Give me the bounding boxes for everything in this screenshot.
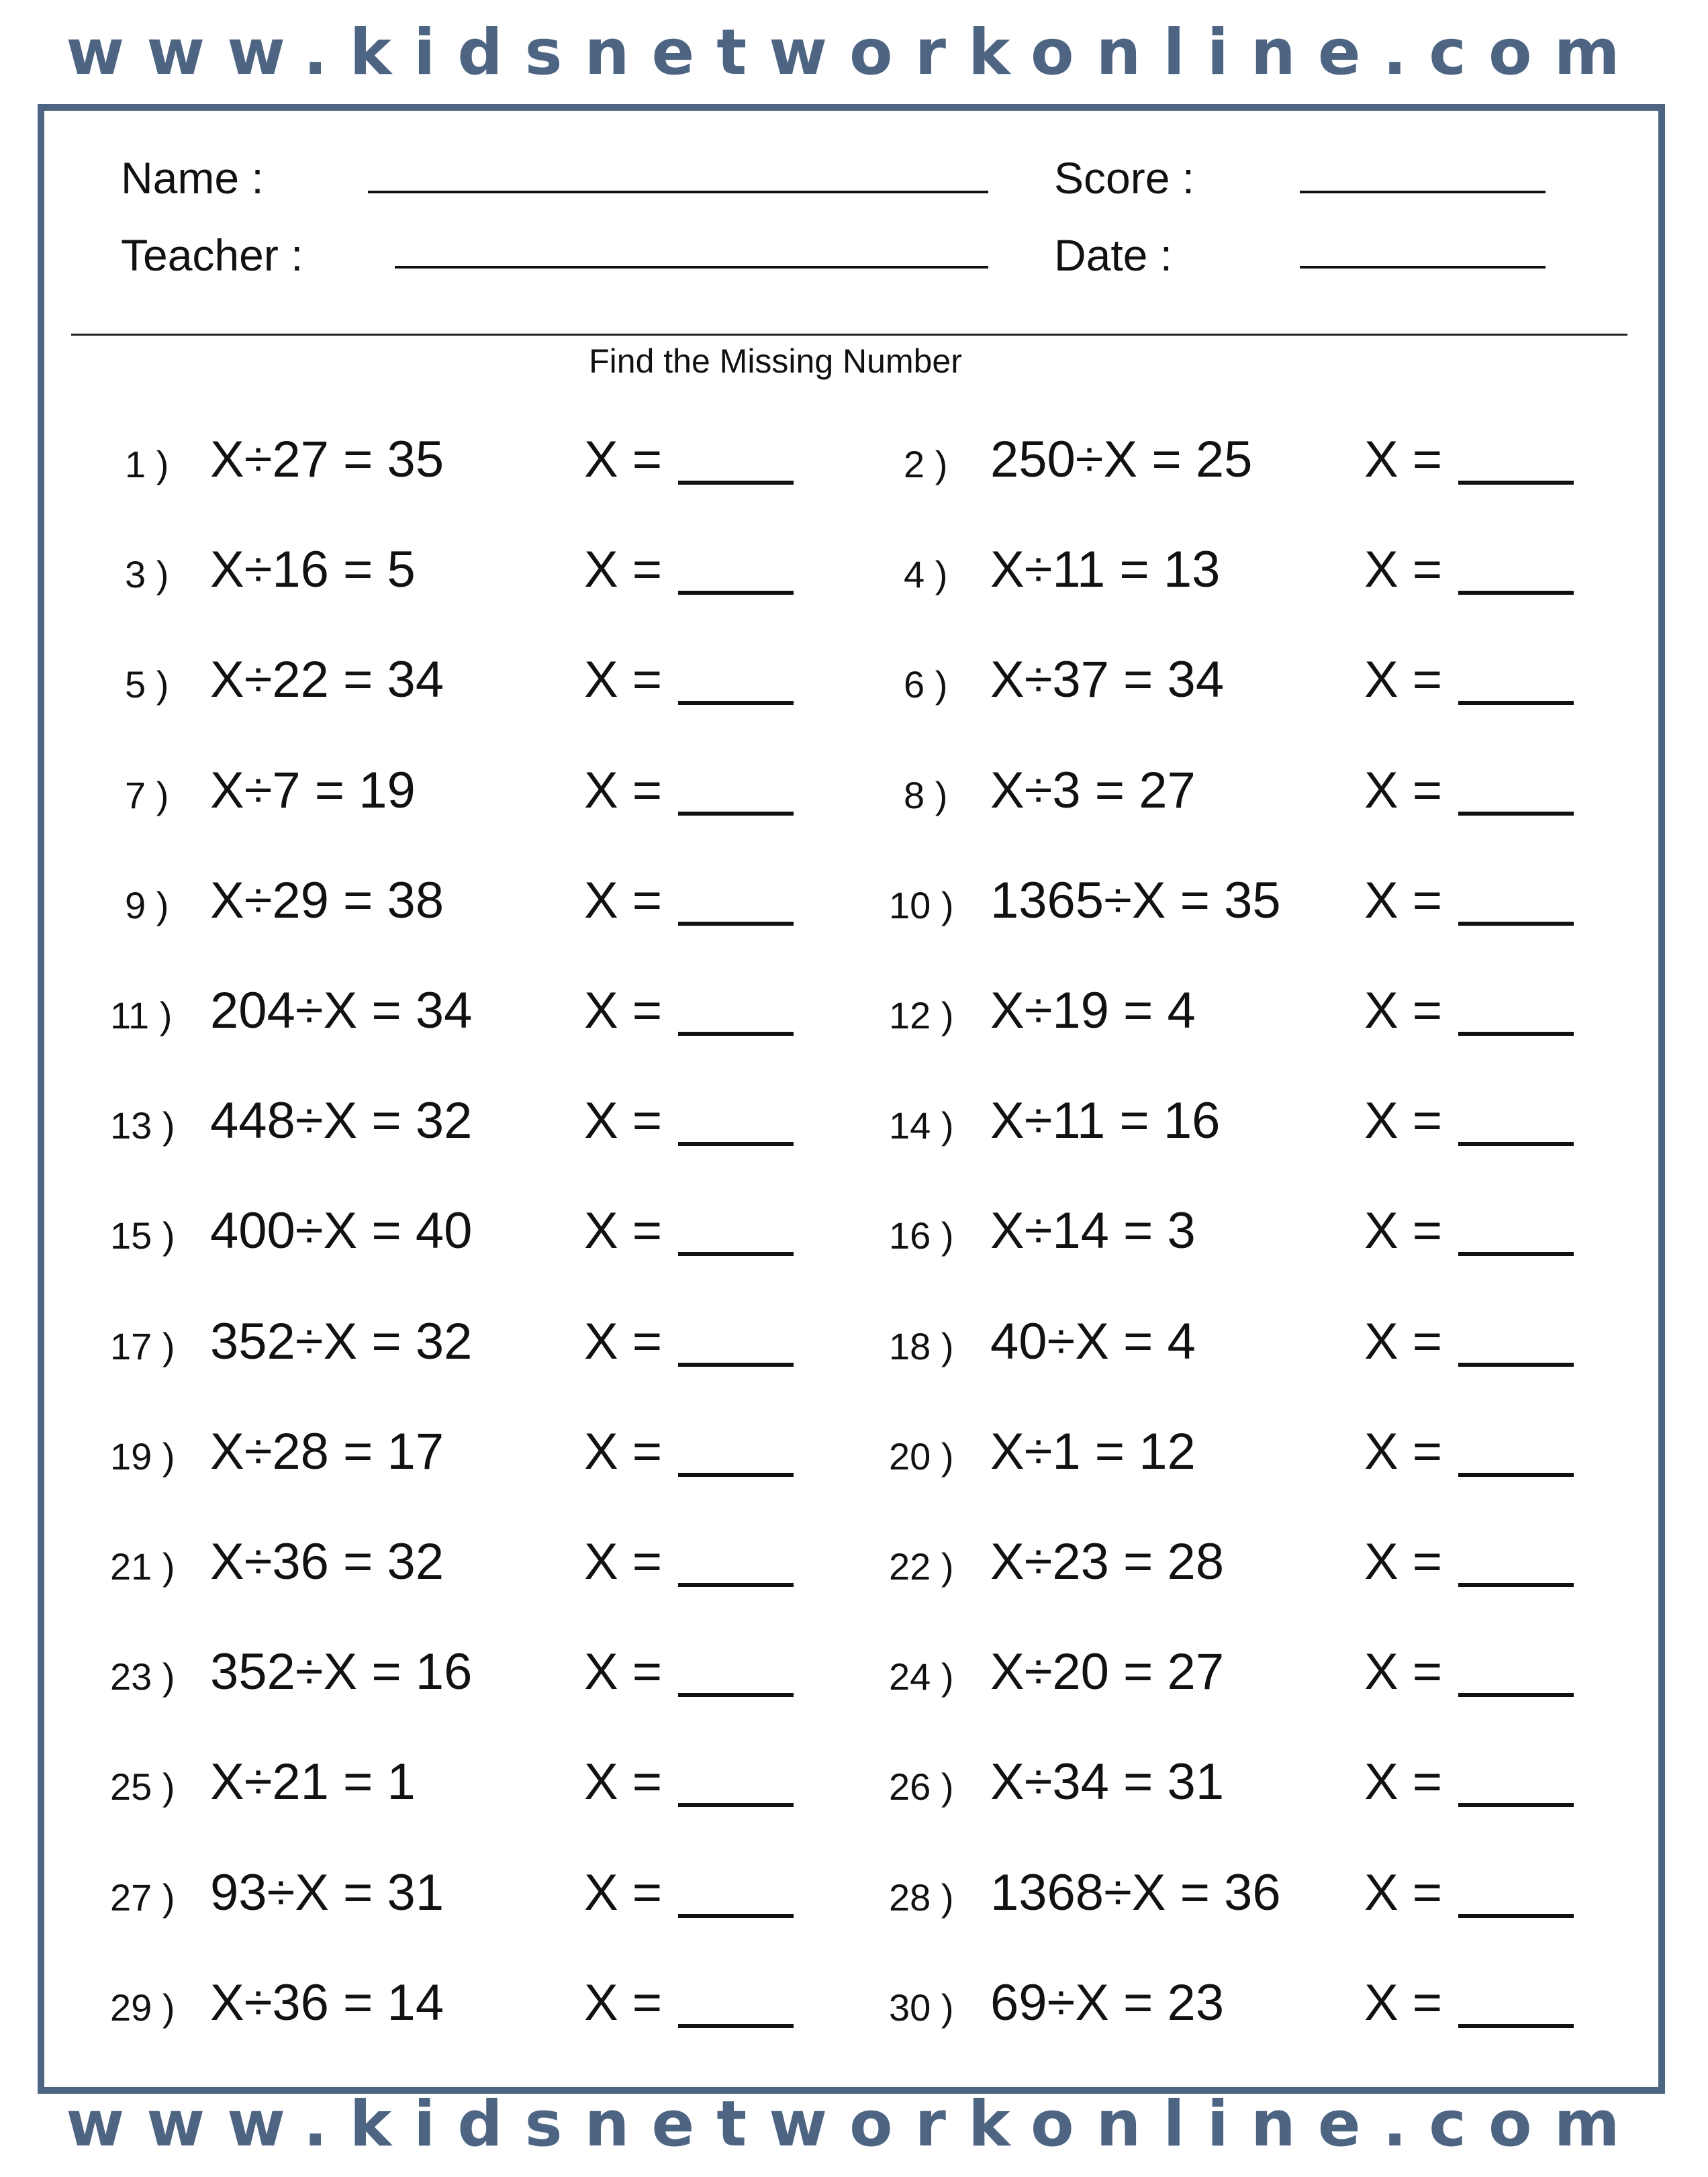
question-equation: 93÷X = 31 bbox=[210, 1864, 444, 1921]
answer-blank[interactable] bbox=[1458, 2024, 1574, 2028]
answer-label: X = bbox=[1364, 1864, 1443, 1921]
answer-blank[interactable] bbox=[1458, 1363, 1574, 1367]
answer-blank[interactable] bbox=[1458, 922, 1574, 926]
date-field[interactable] bbox=[1300, 266, 1546, 269]
answer-blank[interactable] bbox=[678, 1032, 794, 1036]
answer-blank[interactable] bbox=[678, 1142, 794, 1146]
answer-blank[interactable] bbox=[678, 701, 794, 705]
answer-blank[interactable] bbox=[678, 1693, 794, 1697]
score-field[interactable] bbox=[1300, 191, 1546, 193]
question-number: 11 ) bbox=[110, 994, 173, 1036]
question-number: 14 ) bbox=[889, 1104, 954, 1147]
answer-label: X = bbox=[584, 1864, 663, 1921]
question-equation: X÷11 = 13 bbox=[990, 541, 1221, 599]
question-equation: X÷19 = 4 bbox=[990, 982, 1196, 1039]
name-field[interactable] bbox=[368, 191, 988, 193]
question-number: 12 ) bbox=[889, 994, 954, 1036]
site-banner-bottom[interactable]: www.kidsnetworkonline.com bbox=[66, 2088, 1642, 2161]
answer-blank[interactable] bbox=[678, 2024, 794, 2028]
question-equation: X÷14 = 3 bbox=[990, 1202, 1196, 1260]
answer-blank[interactable] bbox=[678, 812, 794, 816]
answer-label: X = bbox=[584, 982, 663, 1039]
site-banner-top[interactable]: www.kidsnetworkonline.com bbox=[66, 16, 1642, 89]
question-number: 10 ) bbox=[889, 883, 954, 926]
answer-label: X = bbox=[584, 1974, 663, 2031]
name-label: Name : bbox=[121, 153, 264, 203]
answer-label: X = bbox=[1364, 1533, 1443, 1590]
question-equation: X÷29 = 38 bbox=[210, 871, 444, 929]
answer-blank[interactable] bbox=[1458, 591, 1574, 595]
question-equation: 1365÷X = 35 bbox=[990, 871, 1281, 929]
question-equation: X÷11 = 16 bbox=[990, 1092, 1221, 1150]
answer-label: X = bbox=[1364, 761, 1443, 819]
question-equation: X÷23 = 28 bbox=[990, 1533, 1225, 1590]
question-equation: X÷37 = 34 bbox=[990, 651, 1225, 709]
answer-blank[interactable] bbox=[678, 1473, 794, 1477]
question-number: 29 ) bbox=[110, 1986, 175, 2029]
question-equation: X÷7 = 19 bbox=[210, 761, 416, 819]
answer-label: X = bbox=[584, 1202, 663, 1260]
answer-label: X = bbox=[1364, 431, 1443, 488]
question-number: 20 ) bbox=[889, 1435, 954, 1478]
answer-label: X = bbox=[1364, 1643, 1443, 1701]
answer-blank[interactable] bbox=[678, 591, 794, 595]
date-label: Date : bbox=[1054, 230, 1173, 280]
answer-blank[interactable] bbox=[1458, 1693, 1574, 1697]
question-number: 7 ) bbox=[125, 773, 169, 816]
question-number: 13 ) bbox=[110, 1104, 175, 1147]
question-equation: X÷27 = 35 bbox=[210, 431, 444, 488]
teacher-label: Teacher : bbox=[121, 230, 303, 280]
answer-label: X = bbox=[584, 651, 663, 709]
answer-blank[interactable] bbox=[1458, 1473, 1574, 1477]
answer-label: X = bbox=[1364, 1753, 1443, 1811]
question-number: 24 ) bbox=[889, 1655, 954, 1698]
answer-blank[interactable] bbox=[678, 1252, 794, 1256]
answer-label: X = bbox=[584, 1092, 663, 1150]
question-number: 8 ) bbox=[904, 773, 948, 816]
answer-blank[interactable] bbox=[1458, 1142, 1574, 1146]
answer-label: X = bbox=[584, 1312, 663, 1370]
answer-label: X = bbox=[1364, 871, 1443, 929]
question-number: 6 ) bbox=[904, 663, 948, 706]
answer-blank[interactable] bbox=[1458, 1032, 1574, 1036]
answer-label: X = bbox=[584, 1643, 663, 1701]
answer-blank[interactable] bbox=[1458, 812, 1574, 816]
answer-label: X = bbox=[584, 541, 663, 599]
question-number: 21 ) bbox=[110, 1545, 175, 1588]
question-number: 25 ) bbox=[110, 1765, 175, 1808]
question-number: 17 ) bbox=[110, 1324, 175, 1367]
answer-label: X = bbox=[1364, 541, 1443, 599]
answer-blank[interactable] bbox=[1458, 1583, 1574, 1587]
question-equation: X÷20 = 27 bbox=[990, 1643, 1225, 1701]
question-number: 27 ) bbox=[110, 1876, 175, 1919]
answer-blank[interactable] bbox=[678, 1803, 794, 1807]
question-equation: X÷3 = 27 bbox=[990, 761, 1196, 819]
header-divider bbox=[71, 334, 1627, 336]
question-number: 23 ) bbox=[110, 1655, 175, 1698]
answer-label: X = bbox=[1364, 651, 1443, 709]
question-number: 1 ) bbox=[125, 443, 169, 485]
question-number: 4 ) bbox=[904, 553, 948, 596]
teacher-field[interactable] bbox=[395, 266, 988, 269]
question-equation: 40÷X = 4 bbox=[990, 1312, 1196, 1370]
question-equation: X÷22 = 34 bbox=[210, 651, 444, 709]
question-equation: 250÷X = 25 bbox=[990, 431, 1253, 488]
answer-blank[interactable] bbox=[678, 922, 794, 926]
answer-label: X = bbox=[1364, 1974, 1443, 2031]
answer-blank[interactable] bbox=[1458, 1803, 1574, 1807]
question-equation: X÷1 = 12 bbox=[990, 1422, 1196, 1480]
answer-label: X = bbox=[1364, 1202, 1443, 1260]
answer-blank[interactable] bbox=[678, 1583, 794, 1587]
answer-blank[interactable] bbox=[1458, 701, 1574, 705]
answer-label: X = bbox=[1364, 1092, 1443, 1150]
question-number: 28 ) bbox=[889, 1876, 954, 1919]
answer-blank[interactable] bbox=[1458, 1914, 1574, 1918]
answer-label: X = bbox=[1364, 1422, 1443, 1480]
answer-blank[interactable] bbox=[1458, 1252, 1574, 1256]
question-equation: 400÷X = 40 bbox=[210, 1202, 473, 1260]
question-equation: 69÷X = 23 bbox=[990, 1974, 1225, 2031]
worksheet-title: Find the Missing Number bbox=[589, 342, 962, 380]
answer-label: X = bbox=[584, 1533, 663, 1590]
question-equation: X÷28 = 17 bbox=[210, 1422, 444, 1480]
question-number: 26 ) bbox=[889, 1765, 954, 1808]
answer-label: X = bbox=[584, 1422, 663, 1480]
question-equation: 1368÷X = 36 bbox=[990, 1864, 1281, 1921]
answer-label: X = bbox=[1364, 982, 1443, 1039]
answer-blank[interactable] bbox=[678, 1363, 794, 1367]
answer-label: X = bbox=[584, 431, 663, 488]
question-equation: X÷16 = 5 bbox=[210, 541, 416, 599]
question-number: 9 ) bbox=[125, 883, 169, 926]
score-label: Score : bbox=[1054, 153, 1195, 203]
question-equation: 352÷X = 16 bbox=[210, 1643, 473, 1701]
question-number: 30 ) bbox=[889, 1986, 954, 2029]
question-number: 16 ) bbox=[889, 1214, 954, 1257]
answer-blank[interactable] bbox=[1458, 481, 1574, 485]
question-equation: X÷36 = 14 bbox=[210, 1974, 444, 2031]
question-number: 5 ) bbox=[125, 663, 169, 706]
question-number: 3 ) bbox=[125, 553, 169, 596]
question-number: 2 ) bbox=[904, 443, 948, 485]
answer-blank[interactable] bbox=[678, 481, 794, 485]
question-equation: 204÷X = 34 bbox=[210, 982, 473, 1039]
question-number: 19 ) bbox=[110, 1435, 175, 1478]
question-number: 15 ) bbox=[110, 1214, 175, 1257]
question-number: 22 ) bbox=[889, 1545, 954, 1588]
answer-label: X = bbox=[584, 1753, 663, 1811]
question-equation: X÷34 = 31 bbox=[990, 1753, 1225, 1811]
answer-label: X = bbox=[584, 871, 663, 929]
question-equation: 448÷X = 32 bbox=[210, 1092, 473, 1150]
question-equation: 352÷X = 32 bbox=[210, 1312, 473, 1370]
question-number: 18 ) bbox=[889, 1324, 954, 1367]
question-equation: X÷21 = 1 bbox=[210, 1753, 416, 1811]
answer-label: X = bbox=[1364, 1312, 1443, 1370]
question-equation: X÷36 = 32 bbox=[210, 1533, 444, 1590]
answer-blank[interactable] bbox=[678, 1914, 794, 1918]
answer-label: X = bbox=[584, 761, 663, 819]
